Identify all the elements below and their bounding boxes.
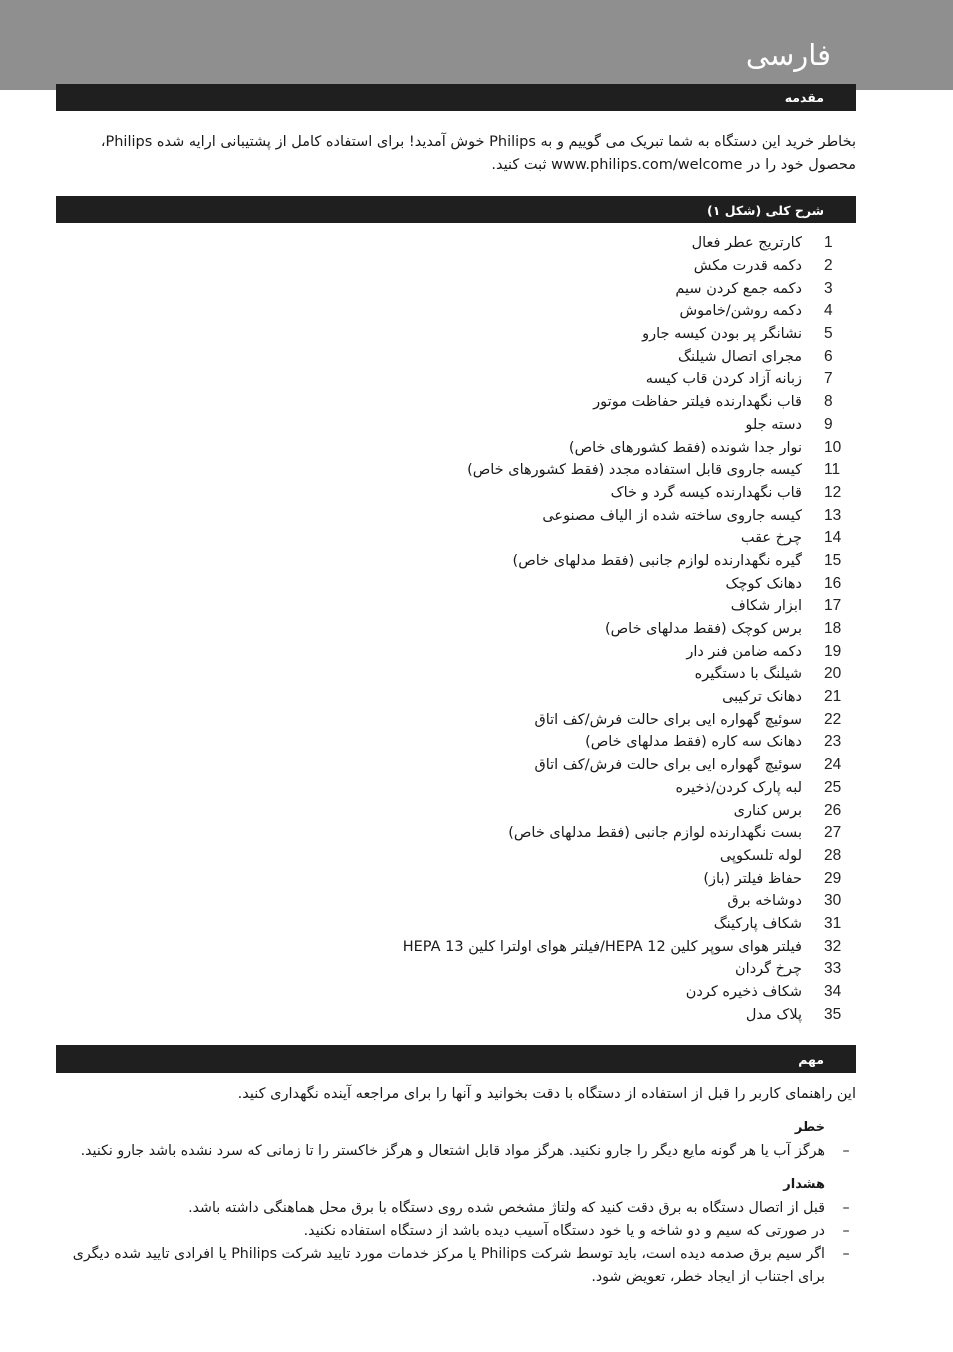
item-label: پلاک مدل	[745, 1006, 802, 1023]
item-label: چرخ عقب	[740, 530, 802, 547]
item-label: کیسه جاروی قابل استفاده مجدد (فقط کشورهای خاص)	[467, 462, 802, 479]
parts-list-item	[337, 527, 857, 550]
warning-item-text: در صورتی که سیم و دو شاخه و یا خود دستگاه آسیب دیده باشد از دستگاه استفاده نکنید.	[303, 1223, 825, 1239]
parts-list-item	[337, 572, 857, 595]
item-number: 17	[824, 597, 842, 615]
item-label: سوئیچ گهواره ایی برای حالت فرش/کف اتاق	[534, 757, 802, 774]
item-label: برس کوچک (فقط مدلهای خاص)	[604, 621, 802, 638]
parts-list-item	[337, 550, 857, 573]
item-number: 22	[824, 710, 842, 728]
item-label: نوار جدا شونده (فقط کشورهای خاص)	[568, 439, 802, 456]
item-label: چرخ گردان	[735, 961, 802, 978]
item-number: 33	[824, 960, 842, 978]
parts-list-item	[337, 277, 857, 300]
intro-paragraph: بخاطر خرید این دستگاه به شما تبریک می گوییم و به Philips خوش آمدید! برای استفاده کامل از پشتیبانی ارایه شده Philips، محصول خود را در www.philips.com/welcome ثبت کنید.	[100, 134, 856, 173]
parts-list-item	[337, 255, 857, 278]
parts-list-item	[337, 845, 857, 868]
item-number: 28	[824, 846, 842, 864]
parts-list-item	[337, 663, 857, 686]
warning-item-text: اگر سیم برق صدمه دیده است، باید توسط شرکت Philips یا مرکز خدمات مورد تایید شرکت Philips یا افرادی تایید شده دیگری برای اجتناب از ایجاد خطر، تعویض شود.	[72, 1246, 825, 1285]
item-label: قاب نگهدارنده فیلتر حفاظت موتور	[593, 394, 802, 411]
parts-list-item	[337, 935, 857, 958]
item-number: 1	[824, 234, 833, 252]
language-title: فارسی	[745, 38, 831, 72]
item-label: سوئیچ گهواره ایی برای حالت فرش/کف اتاق	[534, 711, 802, 728]
item-number: 10	[824, 438, 842, 456]
parts-list-item	[337, 414, 857, 437]
item-number: 8	[824, 393, 833, 411]
section-title-overview: شرح کلی (شکل ۱)	[707, 203, 824, 218]
parts-list-item	[337, 300, 857, 323]
bullet-dash: –	[842, 1143, 850, 1159]
danger-item	[60, 1140, 856, 1163]
item-label: گیره نگهدارنده لوازم جانبی (فقط مدلهای خاص)	[512, 552, 802, 569]
parts-list-item	[337, 232, 857, 255]
item-label: فیلتر هوای سوپر کلین HEPA 12/فیلتر هوای اولترا کلین HEPA 13	[402, 938, 802, 955]
item-number: 16	[824, 574, 842, 592]
item-label: زبانه آزاد کردن قاب کیسه	[645, 371, 802, 388]
item-label: لبه پارک کردن/ذخیره	[675, 779, 802, 796]
item-number: 3	[824, 279, 833, 297]
item-label: کیسه جاروی ساخته شده از الیاف مصنوعی	[542, 507, 802, 524]
item-label: دکمه ضامن فنر دار	[686, 643, 802, 660]
parts-list-item	[337, 323, 857, 346]
warning-item	[60, 1197, 856, 1220]
item-label: دهانک سه کاره (فقط مدلهای خاص)	[585, 734, 802, 751]
parts-list-item	[337, 595, 857, 618]
parts-list-item	[337, 686, 857, 709]
item-label: دهانک کوچک	[725, 575, 802, 592]
parts-list-item	[337, 368, 857, 391]
parts-list-item	[337, 867, 857, 890]
warning-item-text: قبل از اتصال دستگاه به برق دقت کنید که ولتاژ مشخص شده روی دستگاه با برق محل هماهنگی داشته باشد.	[188, 1200, 825, 1216]
item-number: 15	[824, 551, 842, 569]
item-number: 12	[824, 483, 842, 501]
item-label: ابزار شکاف	[730, 598, 802, 615]
parts-list-item	[337, 822, 857, 845]
warning-heading: هشدار	[783, 1177, 825, 1192]
parts-list-item	[337, 777, 857, 800]
item-label: کارتریج عطر فعال	[691, 235, 802, 252]
item-number: 7	[824, 370, 833, 388]
parts-list-item	[337, 913, 857, 936]
item-label: شیلنگ با دستگیره	[694, 666, 802, 683]
item-number: 5	[824, 325, 833, 343]
parts-list-item	[337, 981, 857, 1004]
item-label: شکاف ذخیره کردن	[685, 984, 802, 1001]
parts-list	[337, 232, 857, 1026]
bullet-dash: –	[842, 1223, 850, 1239]
item-number: 18	[824, 620, 842, 638]
item-number: 32	[824, 937, 842, 955]
item-label: دوشاخه برق	[727, 893, 802, 910]
important-paragraph: این راهنمای کاربر را قبل از استفاده از دستگاه با دقت بخوانید و آنها را برای مراجعه آینده نگهداری کنید.	[237, 1086, 856, 1102]
item-number: 20	[824, 665, 842, 683]
item-label: دسته جلو	[745, 416, 802, 433]
item-number: 31	[824, 914, 842, 932]
parts-list-item	[337, 708, 857, 731]
danger-item-text: هرگز آب یا هر گونه مایع دیگر را جارو نکنید. هرگز مواد قابل اشتعال و هرگز خاکستر را تا زمانی که سرد نشده باشد جارو نکنید.	[80, 1143, 825, 1159]
item-number: 6	[824, 347, 833, 365]
item-number: 35	[824, 1005, 842, 1023]
item-number: 19	[824, 642, 842, 660]
section-bar-important	[56, 1045, 856, 1073]
parts-list-item	[337, 754, 857, 777]
parts-list-item	[337, 890, 857, 913]
item-label: حفاظ فیلتر (باز)	[703, 870, 802, 887]
item-number: 25	[824, 778, 842, 796]
parts-list-item	[337, 799, 857, 822]
warning-item	[60, 1243, 856, 1289]
item-label: دکمه روشن/خاموش	[679, 303, 802, 320]
parts-list-item	[337, 482, 857, 505]
item-number: 29	[824, 869, 842, 887]
section-bar-overview	[56, 196, 856, 223]
item-label: دکمه قدرت مکش	[693, 258, 802, 275]
item-number: 4	[824, 302, 833, 320]
parts-list-item	[337, 504, 857, 527]
item-label: لوله تلسکوپی	[719, 847, 802, 864]
item-label: شکاف پارکینگ	[713, 915, 802, 932]
item-label: برس کناری	[733, 802, 802, 819]
section-bar-intro	[56, 84, 856, 111]
item-label: دکمه جمع کردن سیم	[675, 280, 802, 297]
item-number: 2	[824, 257, 833, 275]
item-label: قاب نگهدارنده کیسه گرد و خاک	[610, 484, 802, 501]
parts-list-item	[337, 731, 857, 754]
bullet-dash: –	[842, 1246, 850, 1262]
item-number: 26	[824, 801, 842, 819]
bullet-dash: –	[842, 1200, 850, 1216]
danger-heading: خطر	[794, 1120, 825, 1135]
item-number: 13	[824, 506, 842, 524]
item-number: 9	[824, 415, 833, 433]
parts-list-item	[337, 958, 857, 981]
parts-list-item	[337, 436, 857, 459]
warning-item	[60, 1220, 856, 1243]
item-number: 21	[824, 688, 842, 706]
parts-list-item	[337, 459, 857, 482]
section-title-important: مهم	[798, 1052, 824, 1067]
item-number: 14	[824, 529, 842, 547]
section-title-intro: مقدمه	[784, 90, 824, 105]
parts-list-item	[337, 640, 857, 663]
item-number: 34	[824, 983, 842, 1001]
item-number: 23	[824, 733, 842, 751]
item-number: 11	[824, 461, 841, 479]
item-label: دهانک ترکیبی	[722, 689, 802, 706]
parts-list-item	[337, 618, 857, 641]
item-label: نشانگر پر بودن کیسه جارو	[642, 326, 802, 343]
parts-list-item	[337, 345, 857, 368]
parts-list-item	[337, 1003, 857, 1026]
item-number: 30	[824, 892, 842, 910]
item-number: 24	[824, 756, 842, 774]
item-label: مجرای اتصال شیلنگ	[678, 348, 802, 365]
item-number: 27	[824, 824, 842, 842]
item-label: بست نگهدارنده لوازم جانبی (فقط مدلهای خاص)	[508, 825, 802, 842]
parts-list-item	[337, 391, 857, 414]
